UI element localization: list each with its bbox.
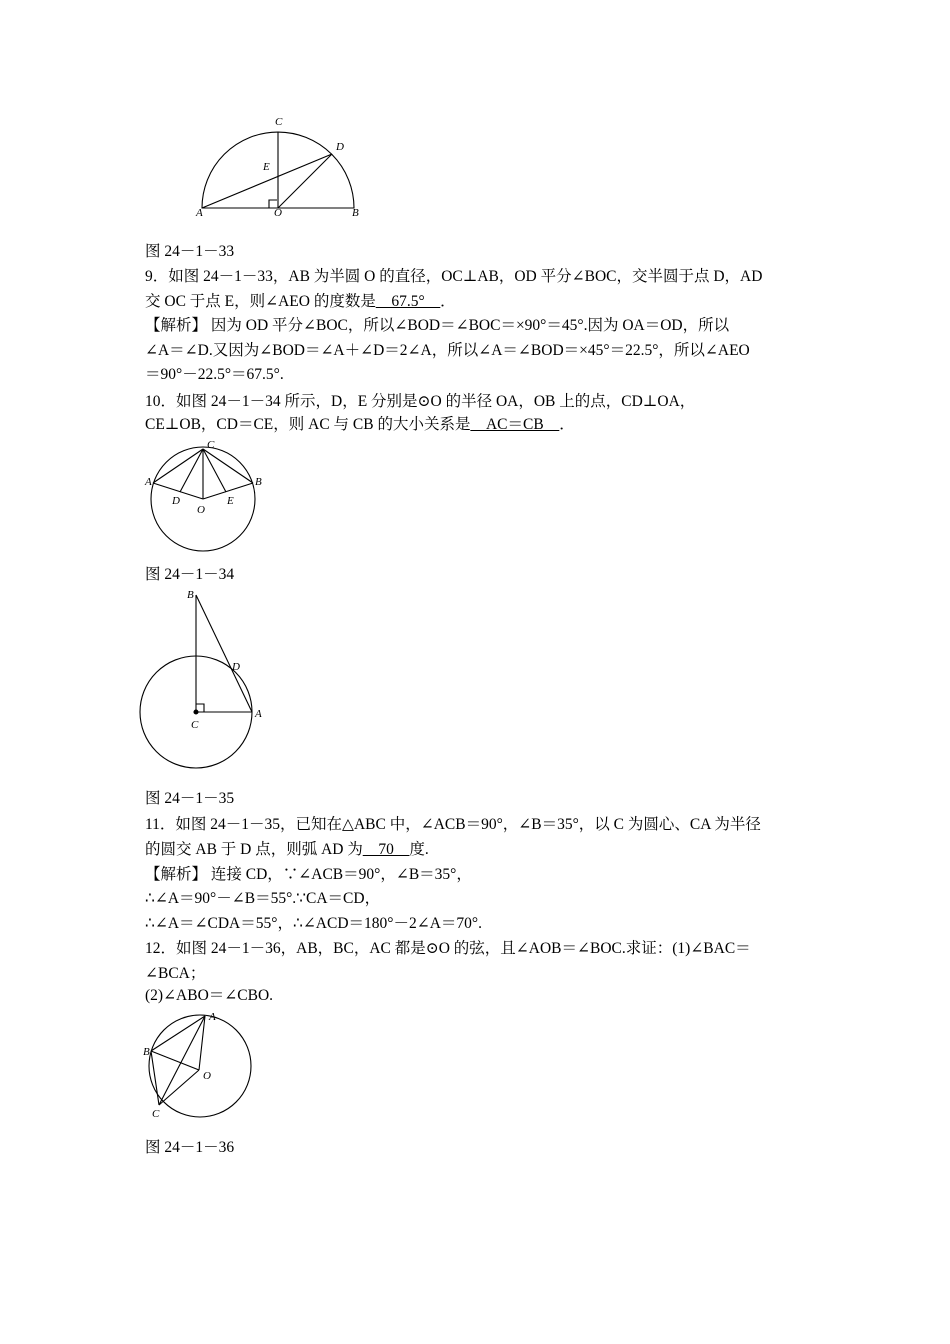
label-o: O bbox=[197, 504, 205, 516]
figure-24-1-33 bbox=[195, 116, 359, 219]
figure-caption: 图 24－1－36 bbox=[145, 1139, 235, 1156]
text: ． bbox=[440, 293, 456, 310]
question-11-text bbox=[145, 841, 429, 859]
label-d: D bbox=[232, 661, 240, 673]
figure-24-1-34 bbox=[144, 439, 262, 551]
label-o: O bbox=[203, 1070, 211, 1082]
label-b: B bbox=[255, 476, 262, 488]
text: 的圆交 AB 于 D 点，则弧 AD 为 bbox=[145, 841, 363, 858]
question-10-text bbox=[145, 416, 575, 434]
figure-24-1-35 bbox=[140, 589, 262, 768]
question-12-text: (2)∠ABO＝∠CBO. bbox=[145, 987, 274, 1004]
figure-24-1-36 bbox=[143, 1011, 251, 1120]
analysis-line: 【解析】 连接 CD，∵∠ACB＝90°，∠B＝35°， bbox=[145, 866, 472, 883]
label-c: C bbox=[152, 1108, 160, 1120]
text: ． bbox=[559, 416, 575, 433]
analysis-line: ∠A＝∠D.又因为∠BOD＝∠A＋∠D＝2∠A，所以∠A＝∠BOD＝×45°＝22.5°，所以∠AEO bbox=[145, 342, 750, 359]
label-a: A bbox=[145, 476, 152, 488]
answer: __70__ bbox=[362, 841, 410, 858]
question-9-text: 9．如图 24－1－33，AB 为半圆 O 的直径，OC⊥AB，OD 平分∠BOC，交半圆于点 D，AD bbox=[145, 268, 763, 285]
analysis-line: ＝90°－22.5°＝67.5°. bbox=[145, 366, 284, 383]
label-a: A bbox=[196, 207, 203, 219]
label-b: B bbox=[143, 1046, 150, 1058]
label-c: C bbox=[275, 116, 283, 128]
figure-caption: 图 24－1－34 bbox=[145, 566, 235, 583]
text: CE⊥OB，CD＝CE，则 AC 与 CB 的大小关系是 bbox=[145, 416, 471, 433]
label-d: D bbox=[336, 141, 344, 153]
label-o: O bbox=[274, 207, 282, 219]
analysis-line: ∴∠A＝90°－∠B＝55°.∵CA＝CD， bbox=[145, 890, 381, 907]
label-a: A bbox=[209, 1011, 216, 1023]
analysis-line: 【解析】 因为 OD 平分∠BOC，所以∠BOD＝∠BOC＝×90°＝45°.因为 OA＝OD，所以 bbox=[145, 317, 730, 334]
question-12-text: 12．如图 24－1－36，AB，BC，AC 都是⊙O 的弦，且∠AOB＝∠BOC.求证：(1)∠BAC＝ bbox=[145, 940, 751, 957]
figure-caption: 图 24－1－35 bbox=[145, 790, 235, 807]
label-b: B bbox=[187, 589, 194, 601]
figure-caption: 图 24－1－33 bbox=[145, 243, 235, 260]
text: 度. bbox=[409, 841, 429, 858]
label-e: E bbox=[263, 161, 270, 173]
question-11-text: 11．如图 24－1－35，已知在△ABC 中，∠ACB＝90°，∠B＝35°，以 C 为圆心、CA 为半径 bbox=[145, 816, 761, 833]
question-10-text: 10．如图 24－1－34 所示，D，E 分别是⊙O 的半径 OA，OB 上的点，CD⊥OA， bbox=[145, 393, 696, 410]
question-9-text bbox=[145, 293, 456, 311]
label-d: D bbox=[172, 495, 180, 507]
answer: __AC＝CB__ bbox=[470, 416, 560, 433]
label-c: C bbox=[207, 439, 215, 451]
label-c: C bbox=[191, 719, 199, 731]
text: 交 OC 于点 E，则∠AEO 的度数是 bbox=[145, 293, 376, 310]
label-b: B bbox=[352, 207, 359, 219]
label-a: A bbox=[255, 708, 262, 720]
label-e: E bbox=[227, 495, 234, 507]
answer: __67.5°__ bbox=[375, 293, 441, 310]
question-12-text: ∠BCA； bbox=[145, 965, 206, 982]
analysis-line: ∴∠A＝∠CDA＝55°，∴∠ACD＝180°－2∠A＝70°. bbox=[145, 915, 482, 932]
